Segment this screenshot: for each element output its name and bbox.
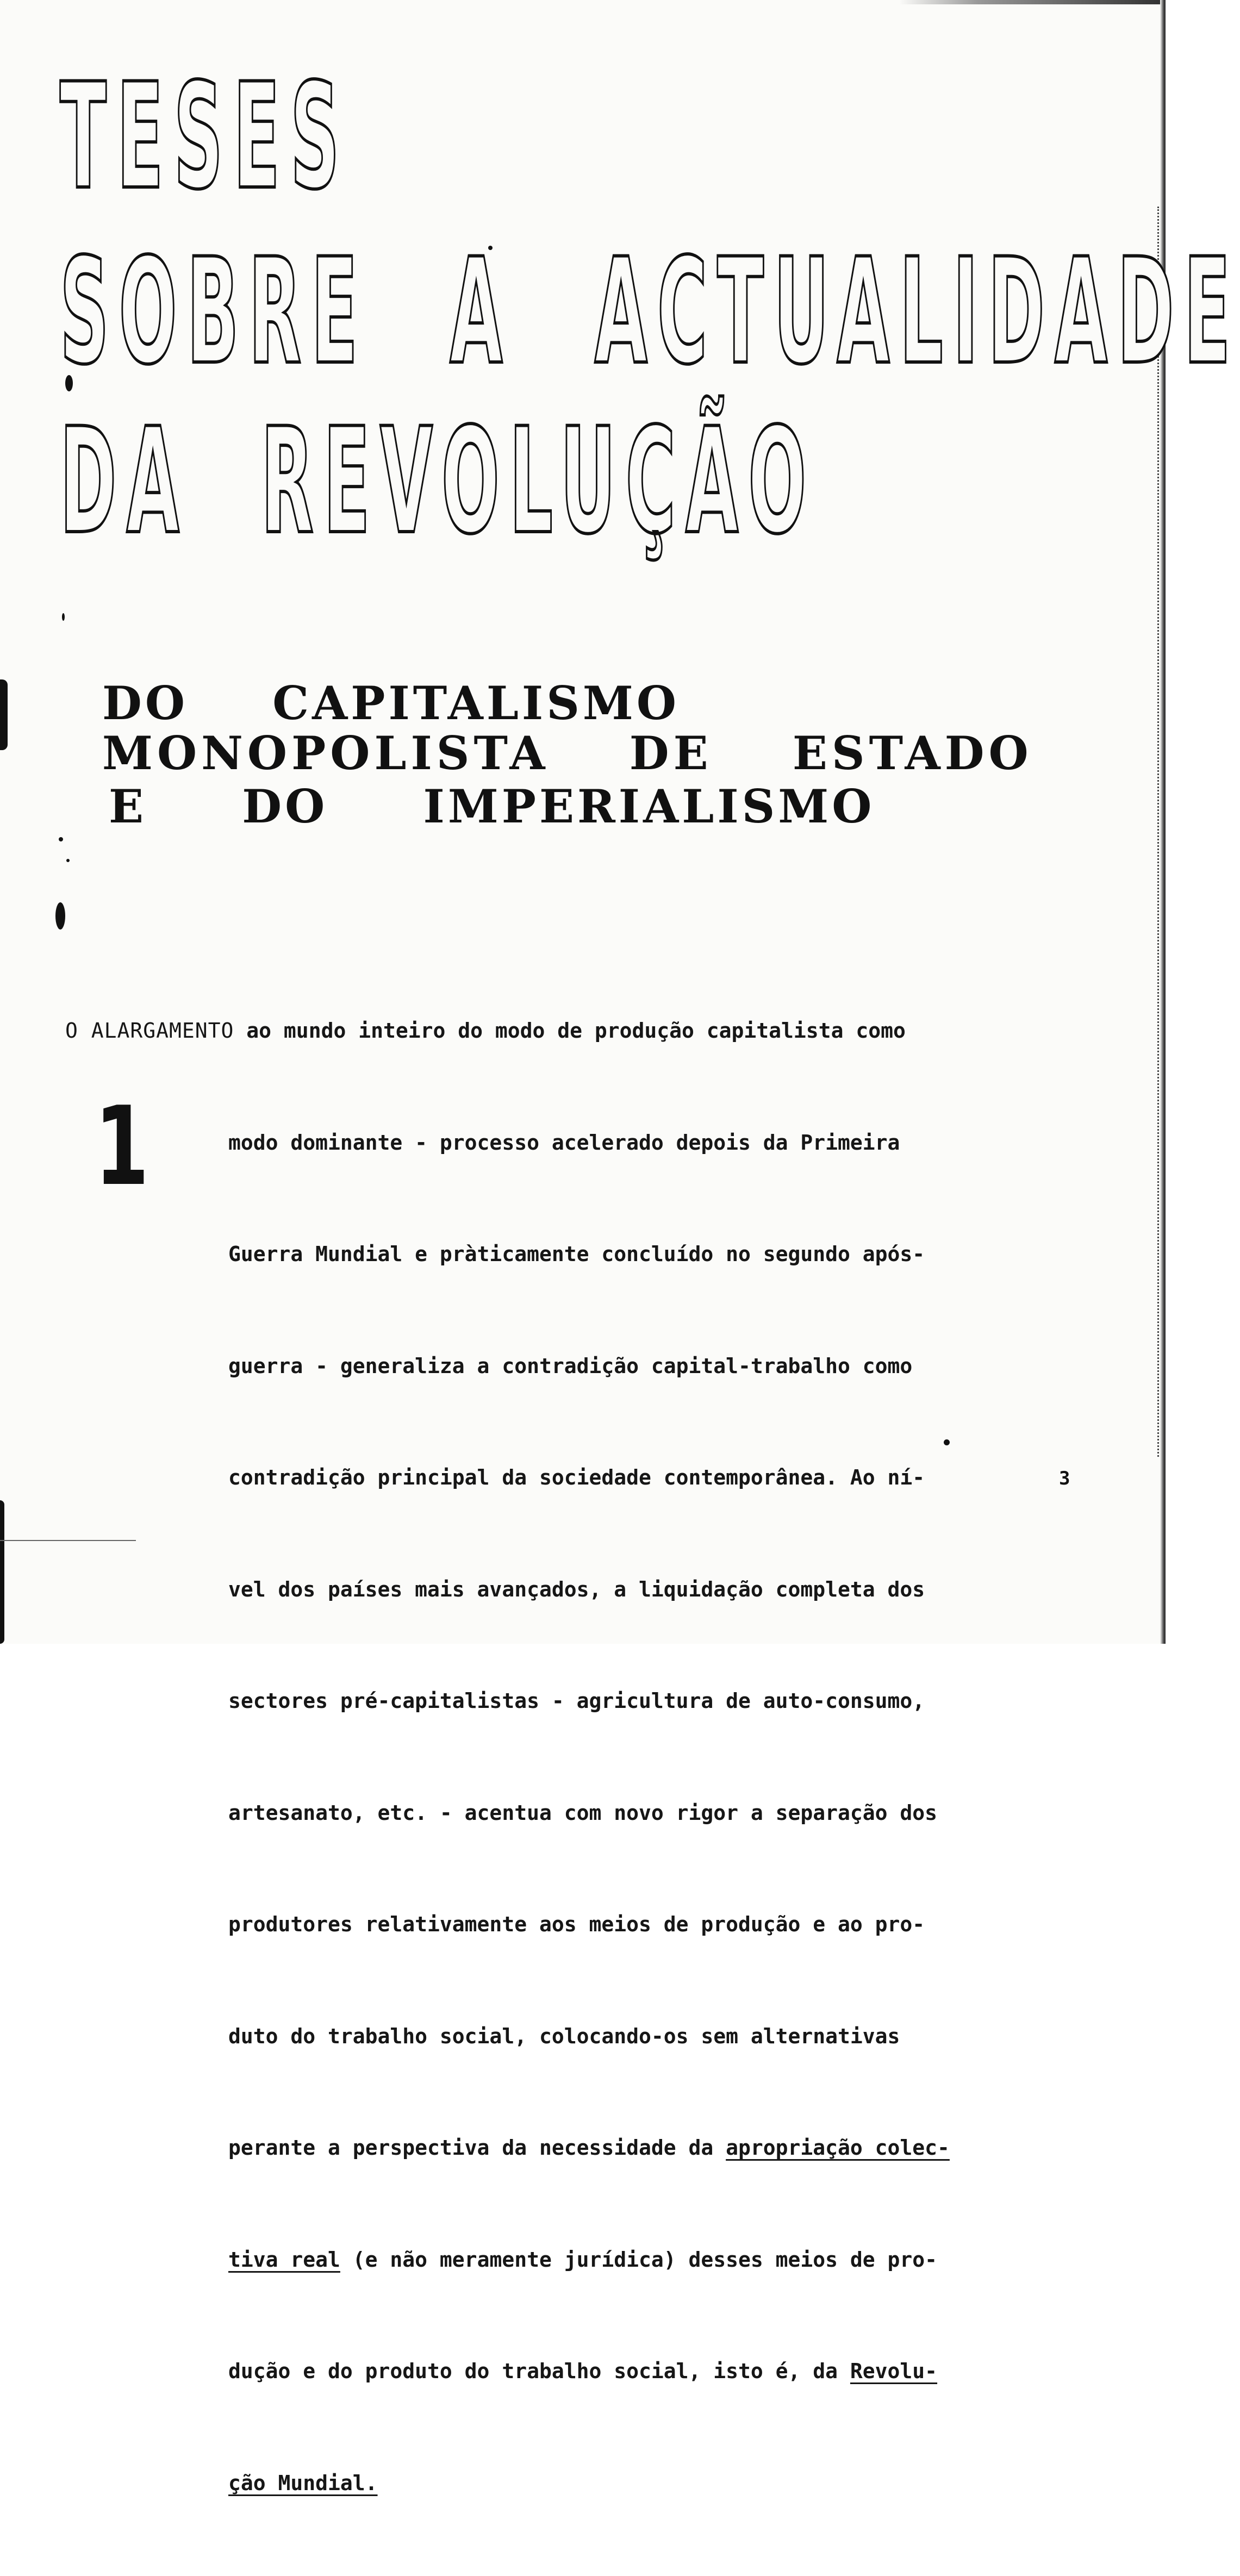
paragraph-line: contradição principal da sociedade contemporânea. Ao ní-	[228, 1465, 925, 1489]
section-heading-line-1: DO CAPITALISMO	[102, 676, 680, 730]
paragraph-line: guerra - generaliza a contradição capital-trabalho como	[228, 1354, 913, 1378]
title-line-3: DA REVOLUÇÃO	[60, 397, 817, 566]
paragraph-line: modo dominante - processo acelerado depois da Primeira	[228, 1130, 900, 1155]
title-line-1: TESES	[60, 52, 350, 222]
section-heading-line-3: E DO IMPERIALISMO	[109, 779, 875, 833]
paragraph-body	[65, 938, 1098, 2576]
paragraph-line: artesanato, etc. - acentua com novo rigor a separação dos	[228, 1800, 938, 1825]
underlined-text: ção Mundial.	[228, 2471, 378, 2495]
paragraph-number: 1	[95, 1083, 149, 1210]
underlined-text: Revolu-	[850, 2359, 938, 2383]
paragraph-line	[65, 2129, 1098, 2167]
section-heading-line-2: MONOPOLISTA DE ESTADO	[102, 726, 1033, 780]
scan-speck	[66, 859, 70, 862]
paragraph-line	[65, 2465, 1098, 2502]
scan-blot	[0, 679, 8, 750]
paragraph-line-text: dução e do produto do trabalho social, isto é, da	[228, 2359, 850, 2383]
title-line-2: SOBRE A ACTUALIDADE	[60, 227, 1240, 397]
paragraph-line	[65, 2353, 1098, 2390]
paragraph-line: duto do trabalho social, colocando-os sem alternativas	[228, 2024, 900, 2048]
scan-speck	[55, 902, 65, 930]
underlined-text: apropriação colec-	[726, 2136, 950, 2160]
paragraph-line	[65, 1012, 1098, 1050]
paragraph-opening: O ALARGAMENTO	[65, 1019, 234, 1043]
page-number: 3	[1059, 1468, 1070, 1489]
underlined-text: tiva real	[228, 2247, 340, 2272]
paragraph-line: Guerra Mundial e pràticamente concluído no segundo após-	[228, 1242, 925, 1266]
paragraph-line-text: perante a perspectiva da necessidade da	[228, 2136, 726, 2160]
paragraph-line	[65, 2241, 1098, 2279]
paragraph-line: sectores pré-capitalistas - agricultura de auto-consumo,	[228, 1689, 925, 1713]
scan-speck	[59, 837, 63, 841]
scan-blot	[0, 1500, 4, 1644]
paragraph-line-text: (e não meramente jurídica) desses meios de pro-	[340, 2247, 938, 2272]
scan-speck	[62, 613, 65, 621]
paragraph-line: produtores relativamente aos meios de produção e ao pro-	[228, 1912, 925, 1936]
paragraph-line: vel dos países mais avançados, a liquidação completa dos	[228, 1577, 925, 1601]
paragraph-line-text: ao mundo inteiro do modo de produção capitalista como	[234, 1019, 906, 1043]
scan-edge-top	[899, 0, 1160, 4]
